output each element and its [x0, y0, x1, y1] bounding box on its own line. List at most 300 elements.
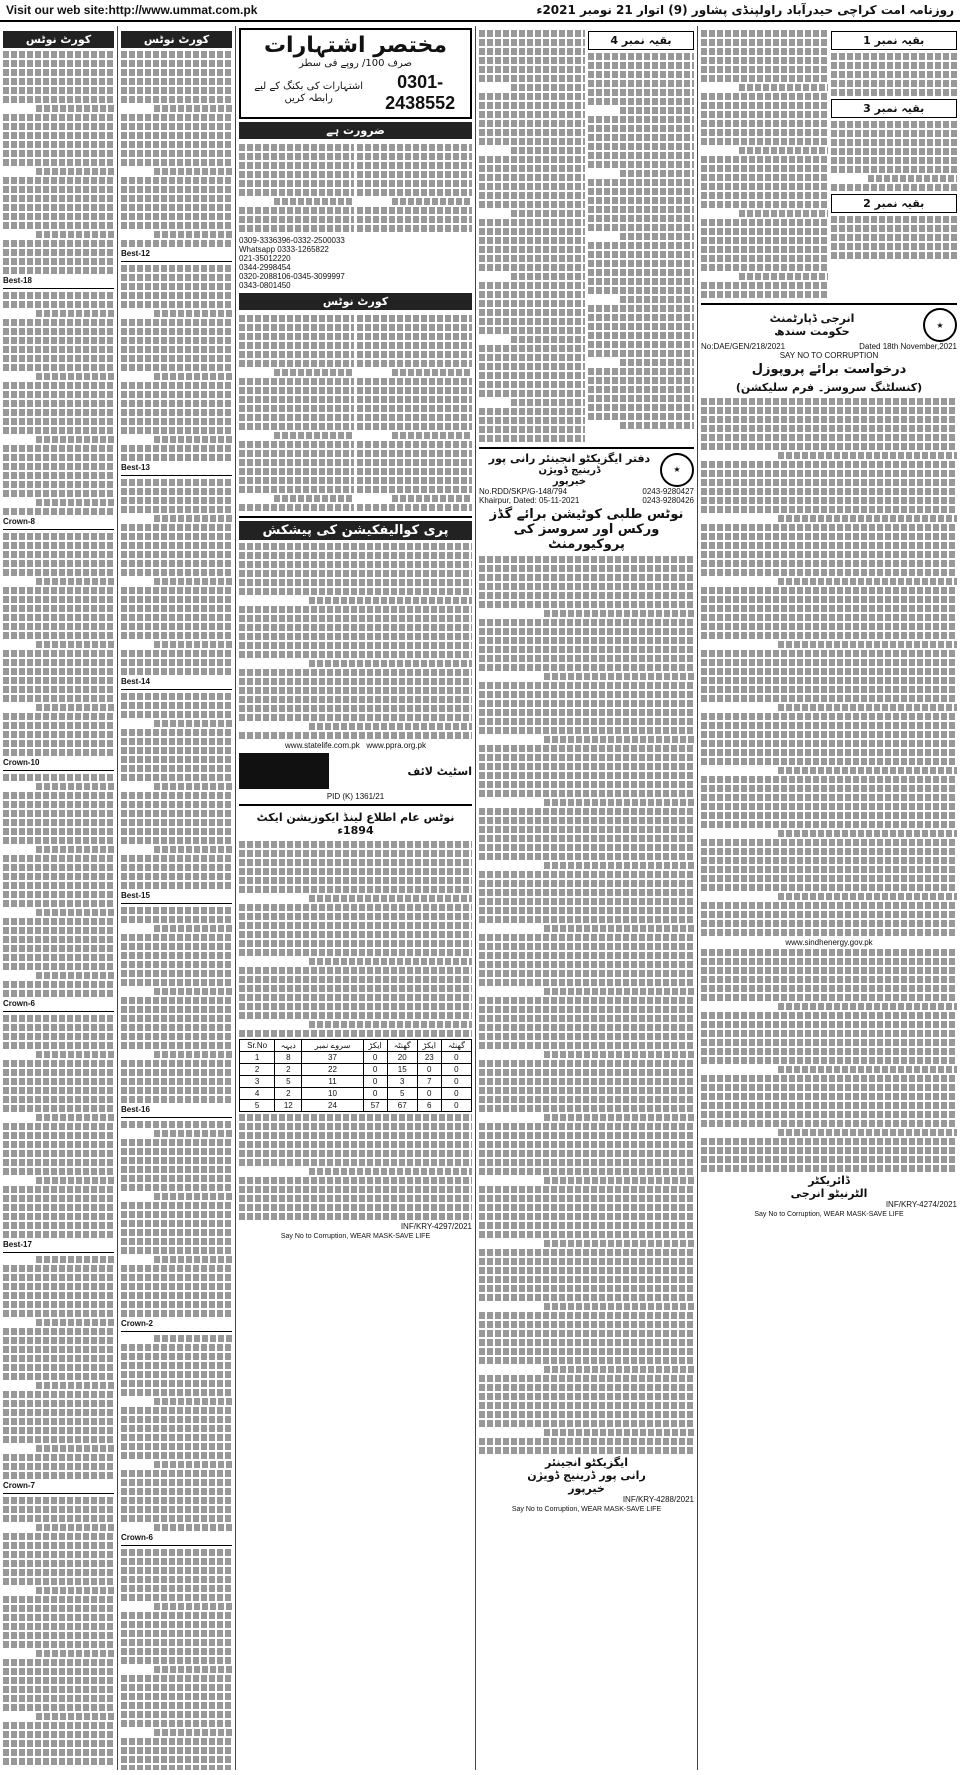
text-line [479, 426, 585, 433]
text-line [121, 1558, 232, 1565]
text-line [701, 282, 828, 289]
text-line [121, 274, 232, 281]
text-line [544, 988, 695, 995]
text-line [701, 551, 957, 558]
text-line [239, 949, 472, 956]
table-cell: 7 [417, 1076, 441, 1088]
text-line [3, 337, 114, 344]
text-line [588, 89, 694, 96]
text-line [239, 1030, 472, 1037]
text-line [511, 84, 585, 91]
text-line [121, 355, 232, 362]
text-line [479, 1312, 694, 1319]
text-line [479, 1402, 694, 1409]
text-line [392, 432, 473, 439]
text-line [479, 417, 585, 424]
notice-text-block [121, 51, 232, 1770]
text-line [3, 132, 114, 139]
text-line [701, 902, 957, 909]
text-line [357, 504, 472, 511]
text-line [3, 1373, 114, 1380]
column-energy-dept [698, 26, 960, 1770]
text-line [154, 846, 232, 853]
text-line [239, 387, 354, 394]
text-line [121, 69, 232, 76]
text-line [588, 125, 694, 132]
text-line [121, 1612, 232, 1619]
text-line [121, 702, 232, 709]
text-line [3, 481, 114, 488]
tender-title: نوٹس عام اطلاع لینڈ ایکوزیشن ایکٹ 1894ء [256, 811, 455, 837]
notice-subtitle: (کنسلٹنگ سروسز۔ فرم سلیکشن) [735, 381, 923, 394]
text-line [121, 979, 232, 986]
table-header-cell: ایکڑ [417, 1040, 441, 1052]
text-line [701, 542, 957, 549]
text-line [3, 1740, 114, 1747]
text-line [3, 355, 114, 362]
table-row [240, 1088, 472, 1100]
ad-subtitle: اشتہارات کی بکنگ کے لیے رابطہ کریں [254, 81, 364, 104]
table-cell: 0 [363, 1064, 387, 1076]
text-line [36, 1177, 114, 1184]
text-line [239, 1195, 472, 1202]
text-line [701, 713, 957, 720]
text-line [121, 445, 232, 452]
text-line [121, 774, 232, 781]
text-line [121, 1353, 232, 1360]
office-subtitle: ڈرینیج ڈویژن [538, 465, 601, 476]
text-line [3, 1078, 114, 1085]
text-line [479, 165, 585, 172]
text-line [3, 731, 114, 738]
text-line [121, 729, 232, 736]
text-line [479, 709, 694, 716]
text-line [239, 561, 472, 568]
text-line [357, 342, 472, 349]
text-line [479, 907, 694, 914]
signatory-subtitle: رانی پور ڈرینیج ڈویژن [527, 1469, 646, 1482]
text-line [479, 763, 694, 770]
text-line [3, 1060, 114, 1067]
text-line [479, 952, 694, 959]
text-line [36, 373, 114, 380]
text-line [121, 1202, 232, 1209]
text-line [3, 1704, 114, 1711]
text-line [309, 1168, 472, 1175]
signatory-subtitle: الٹرنیٹو انرجی [790, 1187, 868, 1200]
website-url[interactable]: Visit our web site:http://www.ummat.com.pk [6, 3, 258, 17]
text-line [479, 916, 694, 923]
energy-website[interactable]: www.sindhenergy.gov.pk [785, 938, 873, 947]
text-line [357, 153, 472, 160]
text-line [121, 1594, 232, 1601]
text-line [3, 1364, 114, 1371]
text-line [239, 450, 354, 457]
ad-phone[interactable]: 0301-2438552 [385, 72, 456, 113]
text-line [701, 758, 957, 765]
text-line [544, 1051, 695, 1058]
text-line [309, 660, 472, 667]
text-line [357, 207, 472, 214]
text-line [479, 264, 585, 271]
text-line [3, 1132, 114, 1139]
continuation-box: بقیہ نمبر 3 [831, 99, 958, 118]
text-line [479, 745, 694, 752]
text-line [3, 677, 114, 684]
text-line [701, 731, 957, 738]
table-cell: 5 [387, 1088, 417, 1100]
text-line [154, 1398, 232, 1405]
text-line [3, 774, 114, 781]
text-line [239, 859, 472, 866]
text-line [239, 1159, 472, 1166]
text-line [701, 470, 957, 477]
text-line [479, 601, 694, 608]
text-line [3, 1265, 114, 1272]
text-line [701, 291, 828, 298]
dated: Dated 18th November,2021 [859, 342, 957, 351]
text-line [701, 1030, 957, 1037]
text-line [274, 432, 355, 439]
text-line [121, 855, 232, 862]
text-line [239, 841, 472, 848]
text-line [154, 310, 232, 317]
text-line [3, 123, 114, 130]
text-line [831, 234, 958, 241]
text-line [3, 267, 114, 274]
inf-number: INF/KRY-4288/2021 [622, 1495, 694, 1504]
text-line [121, 204, 232, 211]
text-line [479, 363, 585, 370]
text-line [831, 252, 958, 259]
text-line [121, 765, 232, 772]
text-line [3, 551, 114, 558]
text-line [588, 341, 694, 348]
table-header-cell: ایکڑ [363, 1040, 387, 1052]
text-line [36, 1524, 114, 1531]
text-line [392, 369, 473, 376]
text-line [121, 524, 232, 531]
text-line [239, 180, 354, 187]
text-line [3, 1391, 114, 1398]
text-line [239, 1141, 472, 1148]
whatsapp-label: Whatsapp [239, 245, 276, 254]
text-line [3, 749, 114, 756]
text-line [36, 436, 114, 443]
text-line [701, 929, 957, 936]
text-line [479, 1276, 694, 1283]
text-line [479, 1024, 694, 1031]
text-line [701, 1120, 957, 1127]
text-line [154, 1666, 232, 1673]
text-line [588, 116, 694, 123]
text-line [701, 264, 828, 271]
text-line [3, 614, 114, 621]
text-line [121, 391, 232, 398]
text-line [701, 976, 957, 983]
text-line [831, 225, 958, 232]
text-line [3, 927, 114, 934]
text-line [701, 857, 957, 864]
text-line [121, 132, 232, 139]
wanted-label: ضرورت ہے [239, 122, 472, 139]
text-line [778, 578, 957, 585]
text-line [479, 381, 585, 388]
text-line [239, 633, 472, 640]
text-line [36, 783, 114, 790]
notice-block-right [357, 313, 472, 513]
case-tag: Crown-6 [3, 999, 35, 1008]
text-line [511, 147, 585, 154]
table-row [240, 1052, 472, 1064]
text-line [739, 273, 828, 280]
text-line [121, 1078, 232, 1085]
text-line [121, 693, 232, 700]
government-name: حکومت سندھ [774, 325, 850, 338]
text-line [3, 632, 114, 639]
text-line [3, 1749, 114, 1756]
prequal-body [239, 543, 472, 739]
text-line [121, 60, 232, 67]
text-line [3, 560, 114, 567]
text-line [121, 810, 232, 817]
text-line [239, 468, 354, 475]
text-line [154, 925, 232, 932]
text-line [3, 249, 114, 256]
text-line [154, 641, 232, 648]
text-line [3, 69, 114, 76]
text-line [36, 1382, 114, 1389]
text-line [701, 524, 957, 531]
text-line [479, 228, 585, 235]
article-right-2 [831, 121, 958, 191]
text-line [357, 414, 472, 421]
text-line [3, 623, 114, 630]
column-court-notices-1 [0, 26, 118, 1770]
text-line [36, 1319, 114, 1326]
text-line [239, 579, 472, 586]
text-line [121, 668, 232, 675]
text-line [588, 323, 694, 330]
text-line [357, 459, 472, 466]
article-right [588, 53, 694, 429]
court-notice-label: کورٹ نوٹس [239, 293, 472, 310]
text-line [121, 801, 232, 808]
text-line [479, 691, 694, 698]
office-city: خیرپور [552, 476, 587, 487]
text-line [154, 1729, 232, 1736]
text-line [36, 1051, 114, 1058]
text-line [831, 166, 958, 173]
case-tag: Best-12 [121, 249, 150, 258]
text-line [154, 1130, 232, 1137]
text-line [36, 1445, 114, 1452]
text-line [479, 102, 585, 109]
text-line [121, 711, 232, 718]
text-line [121, 1015, 232, 1022]
text-line [121, 506, 232, 513]
text-line [3, 650, 114, 657]
text-line [121, 1488, 232, 1495]
text-line [3, 186, 114, 193]
text-line [701, 749, 957, 756]
text-line [121, 150, 232, 157]
text-line [588, 143, 694, 150]
text-line [778, 641, 957, 648]
table-row [240, 1076, 472, 1088]
pid-number: PID (K) 1361/21 [326, 792, 385, 801]
table-cell: 22 [302, 1064, 363, 1076]
text-line [239, 504, 354, 511]
text-line [831, 62, 958, 69]
text-line [3, 1231, 114, 1238]
text-line [357, 423, 472, 430]
text-line [701, 650, 957, 657]
text-line [121, 1380, 232, 1387]
article-left [479, 28, 585, 444]
text-line [239, 207, 354, 214]
department-name: انرجی ڈپارٹمنٹ [769, 312, 855, 325]
text-line [3, 400, 114, 407]
text-line [479, 1348, 694, 1355]
text-line [701, 129, 828, 136]
phone-number: 0343-0801450 [239, 281, 291, 290]
phone-number: 0309-3336396-0332-2500033 [239, 236, 345, 245]
text-line [3, 945, 114, 952]
text-line [121, 1157, 232, 1164]
text-line [357, 351, 472, 358]
table-cell: 6 [417, 1100, 441, 1112]
notice-title: نوٹس طلبی کوٹیشن برائے گڈز ورکس اور سروسز کی پروکیورمنٹ [489, 507, 684, 552]
text-line [588, 251, 694, 258]
text-line [588, 269, 694, 276]
text-line [479, 754, 694, 761]
text-line [479, 898, 694, 905]
text-line [479, 192, 585, 199]
text-line [479, 790, 694, 797]
text-line [154, 720, 232, 727]
text-line [479, 1294, 694, 1301]
text-line [121, 1301, 232, 1308]
text-line [121, 1024, 232, 1031]
text-line [121, 792, 232, 799]
text-line [479, 1420, 694, 1427]
text-line [479, 318, 585, 325]
text-line [357, 225, 472, 232]
text-line [701, 1075, 957, 1082]
text-line [3, 346, 114, 353]
text-line [701, 632, 957, 639]
text-line [588, 134, 694, 141]
text-line [479, 39, 585, 46]
text-line [701, 174, 828, 181]
text-line [701, 75, 828, 82]
text-line [479, 781, 694, 788]
text-line [831, 139, 958, 146]
text-line [511, 210, 585, 217]
text-line [121, 213, 232, 220]
text-line [121, 1175, 232, 1182]
text-line [479, 1411, 694, 1418]
continuation-box: بقیہ نمبر 4 [588, 31, 694, 50]
text-line [588, 53, 694, 60]
table-cell: 67 [387, 1100, 417, 1112]
text-line [3, 60, 114, 67]
ppra-site[interactable]: www.ppra.org.pk [366, 741, 426, 750]
case-tag: Crown-2 [121, 1319, 153, 1328]
text-line [121, 632, 232, 639]
text-line [239, 678, 472, 685]
text-line [701, 623, 957, 630]
text-line [3, 1087, 114, 1094]
text-line [36, 1650, 114, 1657]
text-line [479, 889, 694, 896]
text-line [121, 1121, 232, 1128]
text-line [479, 1357, 694, 1364]
text-line [479, 934, 694, 941]
text-line [121, 551, 232, 558]
text-line [701, 30, 828, 37]
text-line [239, 342, 354, 349]
text-line [3, 1105, 114, 1112]
text-line [479, 246, 585, 253]
table-header-cell: دیہہ [275, 1040, 302, 1052]
text-line [239, 642, 472, 649]
text-line [3, 1015, 114, 1022]
text-line [701, 695, 957, 702]
text-line [121, 51, 232, 58]
text-line [36, 1114, 114, 1121]
text-line [154, 515, 232, 522]
text-line [3, 301, 114, 308]
table-cell: 0 [417, 1064, 441, 1076]
text-line [357, 216, 472, 223]
text-line [3, 668, 114, 675]
text-line [701, 120, 828, 127]
text-line [3, 1346, 114, 1353]
text-line [36, 310, 114, 317]
text-line [479, 201, 585, 208]
text-line [588, 62, 694, 69]
text-line [3, 1632, 114, 1639]
text-line [3, 1686, 114, 1693]
text-line [778, 704, 957, 711]
text-line [3, 792, 114, 799]
text-line [121, 1747, 232, 1754]
text-line [121, 1344, 232, 1351]
text-line [544, 673, 695, 680]
text-line [3, 1614, 114, 1621]
text-line [3, 96, 114, 103]
text-line [309, 723, 472, 730]
text-line [239, 1114, 472, 1121]
text-line [239, 931, 472, 938]
case-tag: Best-16 [121, 1105, 150, 1114]
text-line [701, 614, 957, 621]
footer-slogan: Say No to Corruption, WEAR MASK-SAVE LIFE [754, 1211, 904, 1218]
text-line [121, 195, 232, 202]
text-line [392, 495, 473, 502]
text-line [274, 369, 355, 376]
text-line [357, 144, 472, 151]
text-line [479, 390, 585, 397]
text-line [588, 278, 694, 285]
text-line [36, 641, 114, 648]
text-line [479, 1087, 694, 1094]
text-line [121, 1407, 232, 1414]
text-line [479, 871, 694, 878]
statelife-site[interactable]: www.statelife.com.pk [285, 741, 360, 750]
